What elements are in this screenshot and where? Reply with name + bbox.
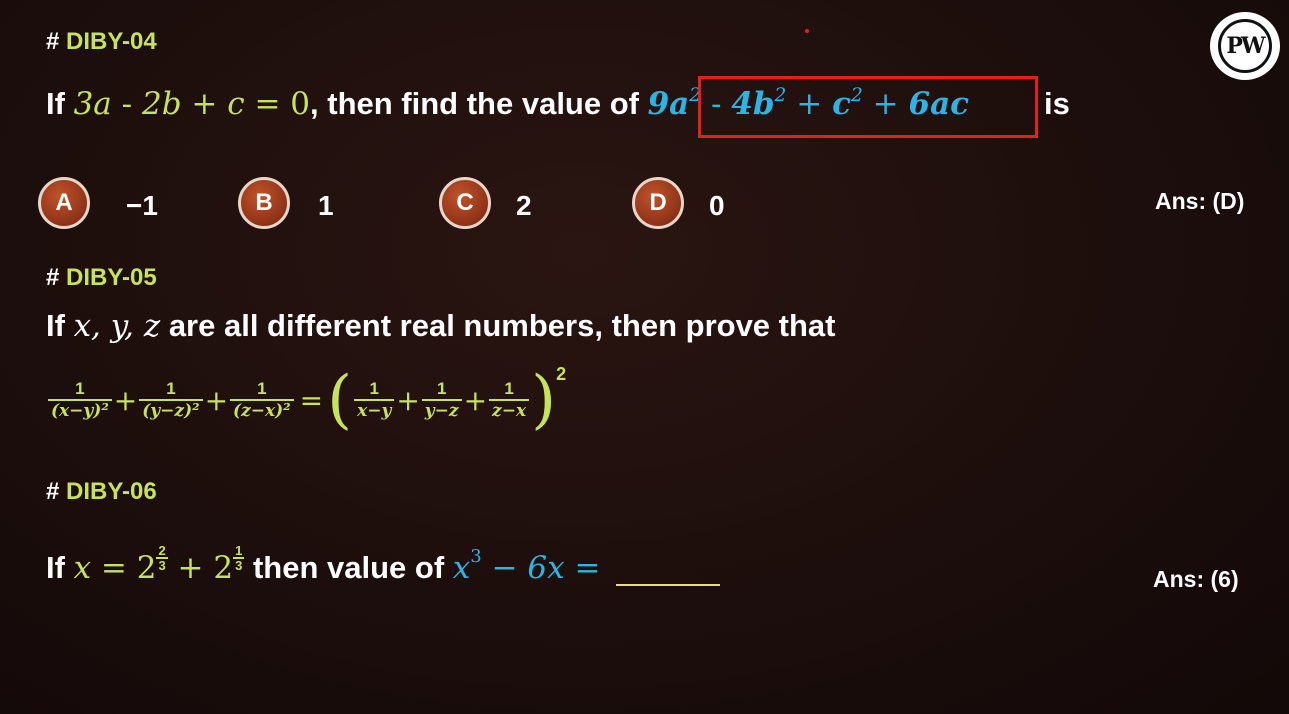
answer-diby06: Ans: (6) — [1153, 566, 1239, 592]
exp-denominator: 3 — [235, 558, 243, 573]
expr-plus-1: + — [786, 86, 833, 122]
q1-middle: , then find the value of — [310, 86, 648, 121]
pw-logo-mark — [1218, 19, 1272, 73]
q3-eq: = — [91, 550, 137, 586]
pw-logo-text: PW — [1226, 33, 1264, 59]
fraction-numerator: 1 — [369, 379, 379, 398]
fraction-numerator: 1 — [257, 379, 267, 398]
plus-sign: + — [113, 383, 138, 417]
cond-minus: - — [111, 86, 142, 122]
q3-prefix: If — [46, 550, 74, 585]
expr-4b: 4b — [731, 86, 775, 122]
cond-eq: = — [244, 86, 291, 122]
q3-base-1: 2 — [136, 550, 157, 586]
expr-9a: 9a — [647, 86, 690, 122]
question-tag-diby05 — [46, 264, 157, 292]
q3-plus: + — [167, 550, 214, 586]
identity-equation — [46, 363, 567, 437]
lhs-fraction-1 — [48, 379, 112, 421]
rhs-fraction-1 — [354, 379, 394, 421]
q3-x: x — [73, 550, 92, 586]
option-d-value: 0 — [709, 190, 725, 221]
answer-blank — [616, 582, 720, 586]
q3-expr-rest: − 6x = — [481, 550, 611, 586]
option-c-badge[interactable]: C — [439, 177, 491, 229]
equals-sign: = — [299, 383, 324, 417]
rhs-fraction-3 — [489, 379, 529, 421]
fraction-denominator: (z−x)² — [230, 399, 294, 421]
fraction-denominator: (y−z)² — [139, 399, 202, 421]
q2-prefix: If — [46, 308, 74, 343]
option-b-value: 1 — [318, 190, 334, 221]
fraction-denominator: y−z — [422, 399, 462, 421]
q3-base-2: 2 — [213, 550, 234, 586]
question-tag-diby04 — [46, 28, 157, 56]
fraction-denominator: z−x — [489, 399, 529, 421]
expr-minus: - — [701, 86, 732, 122]
answer-diby04: Ans: (D) — [1155, 188, 1245, 214]
expr-6ac: 6ac — [908, 86, 970, 122]
fraction-numerator: 1 — [436, 379, 447, 398]
tag-hash: # — [46, 264, 60, 291]
question-tag-diby06 — [46, 478, 157, 506]
question-text-diby05 — [46, 308, 835, 344]
exp-denominator: 3 — [158, 558, 166, 573]
expr-exp-a: 2 — [689, 84, 702, 106]
rhs-fraction-2 — [422, 379, 462, 421]
plus-sign: + — [463, 383, 488, 417]
tag-code: DIBY-06 — [66, 478, 157, 505]
fraction-denominator: x−y — [354, 399, 394, 421]
expr-exp-b: 2 — [774, 84, 787, 106]
outer-exponent: 2 — [556, 364, 567, 384]
pw-logo — [1210, 12, 1280, 80]
exp-numerator: 1 — [235, 543, 243, 558]
expr-exp-c: 2 — [850, 84, 863, 106]
option-a-value: −1 — [126, 190, 158, 221]
tag-hash: # — [46, 28, 60, 55]
q2-statement: are all different real numbers, then prove that — [160, 308, 836, 343]
highlight-box — [698, 76, 1038, 138]
tag-hash: # — [46, 478, 60, 505]
pointer-dot — [805, 29, 809, 33]
q1-prefix: If — [46, 86, 74, 121]
cond-c: c — [227, 86, 245, 122]
option-c-value: 2 — [516, 190, 532, 221]
cond-plus: + — [181, 86, 228, 122]
cond-zero: 0 — [290, 86, 311, 122]
option-d-badge[interactable]: D — [632, 177, 684, 229]
lhs-fraction-3 — [230, 379, 294, 421]
option-a-badge[interactable]: A — [38, 177, 90, 229]
fraction-numerator: 1 — [504, 379, 514, 398]
expr-plus-2: + — [862, 86, 909, 122]
cond-2b: 2b — [141, 86, 182, 122]
fraction-denominator: (x−y)² — [48, 399, 112, 421]
fraction-numerator: 1 — [166, 379, 176, 398]
q3-exponent-2 — [233, 544, 244, 572]
q3-exponent-1 — [156, 544, 167, 572]
left-paren: ( — [327, 363, 353, 437]
tag-code: DIBY-05 — [66, 264, 157, 291]
lhs-fraction-2 — [139, 379, 202, 421]
q2-vars: x, y, z — [73, 308, 161, 344]
q3-expr-exp: 3 — [470, 546, 482, 567]
plus-sign: + — [204, 383, 229, 417]
q3-expr-x: x — [452, 550, 471, 586]
q1-suffix: is — [1044, 86, 1070, 121]
tag-code: DIBY-04 — [66, 28, 157, 55]
plus-sign: + — [396, 383, 420, 417]
fraction-numerator: 1 — [75, 379, 85, 398]
question-text-diby06 — [46, 544, 720, 586]
expr-c: c — [832, 86, 851, 122]
cond-3a: 3a — [73, 86, 112, 122]
option-b-badge[interactable]: B — [238, 177, 290, 229]
exp-numerator: 2 — [158, 543, 166, 558]
q3-middle: then value of — [244, 550, 453, 585]
right-paren: ) — [531, 363, 557, 437]
